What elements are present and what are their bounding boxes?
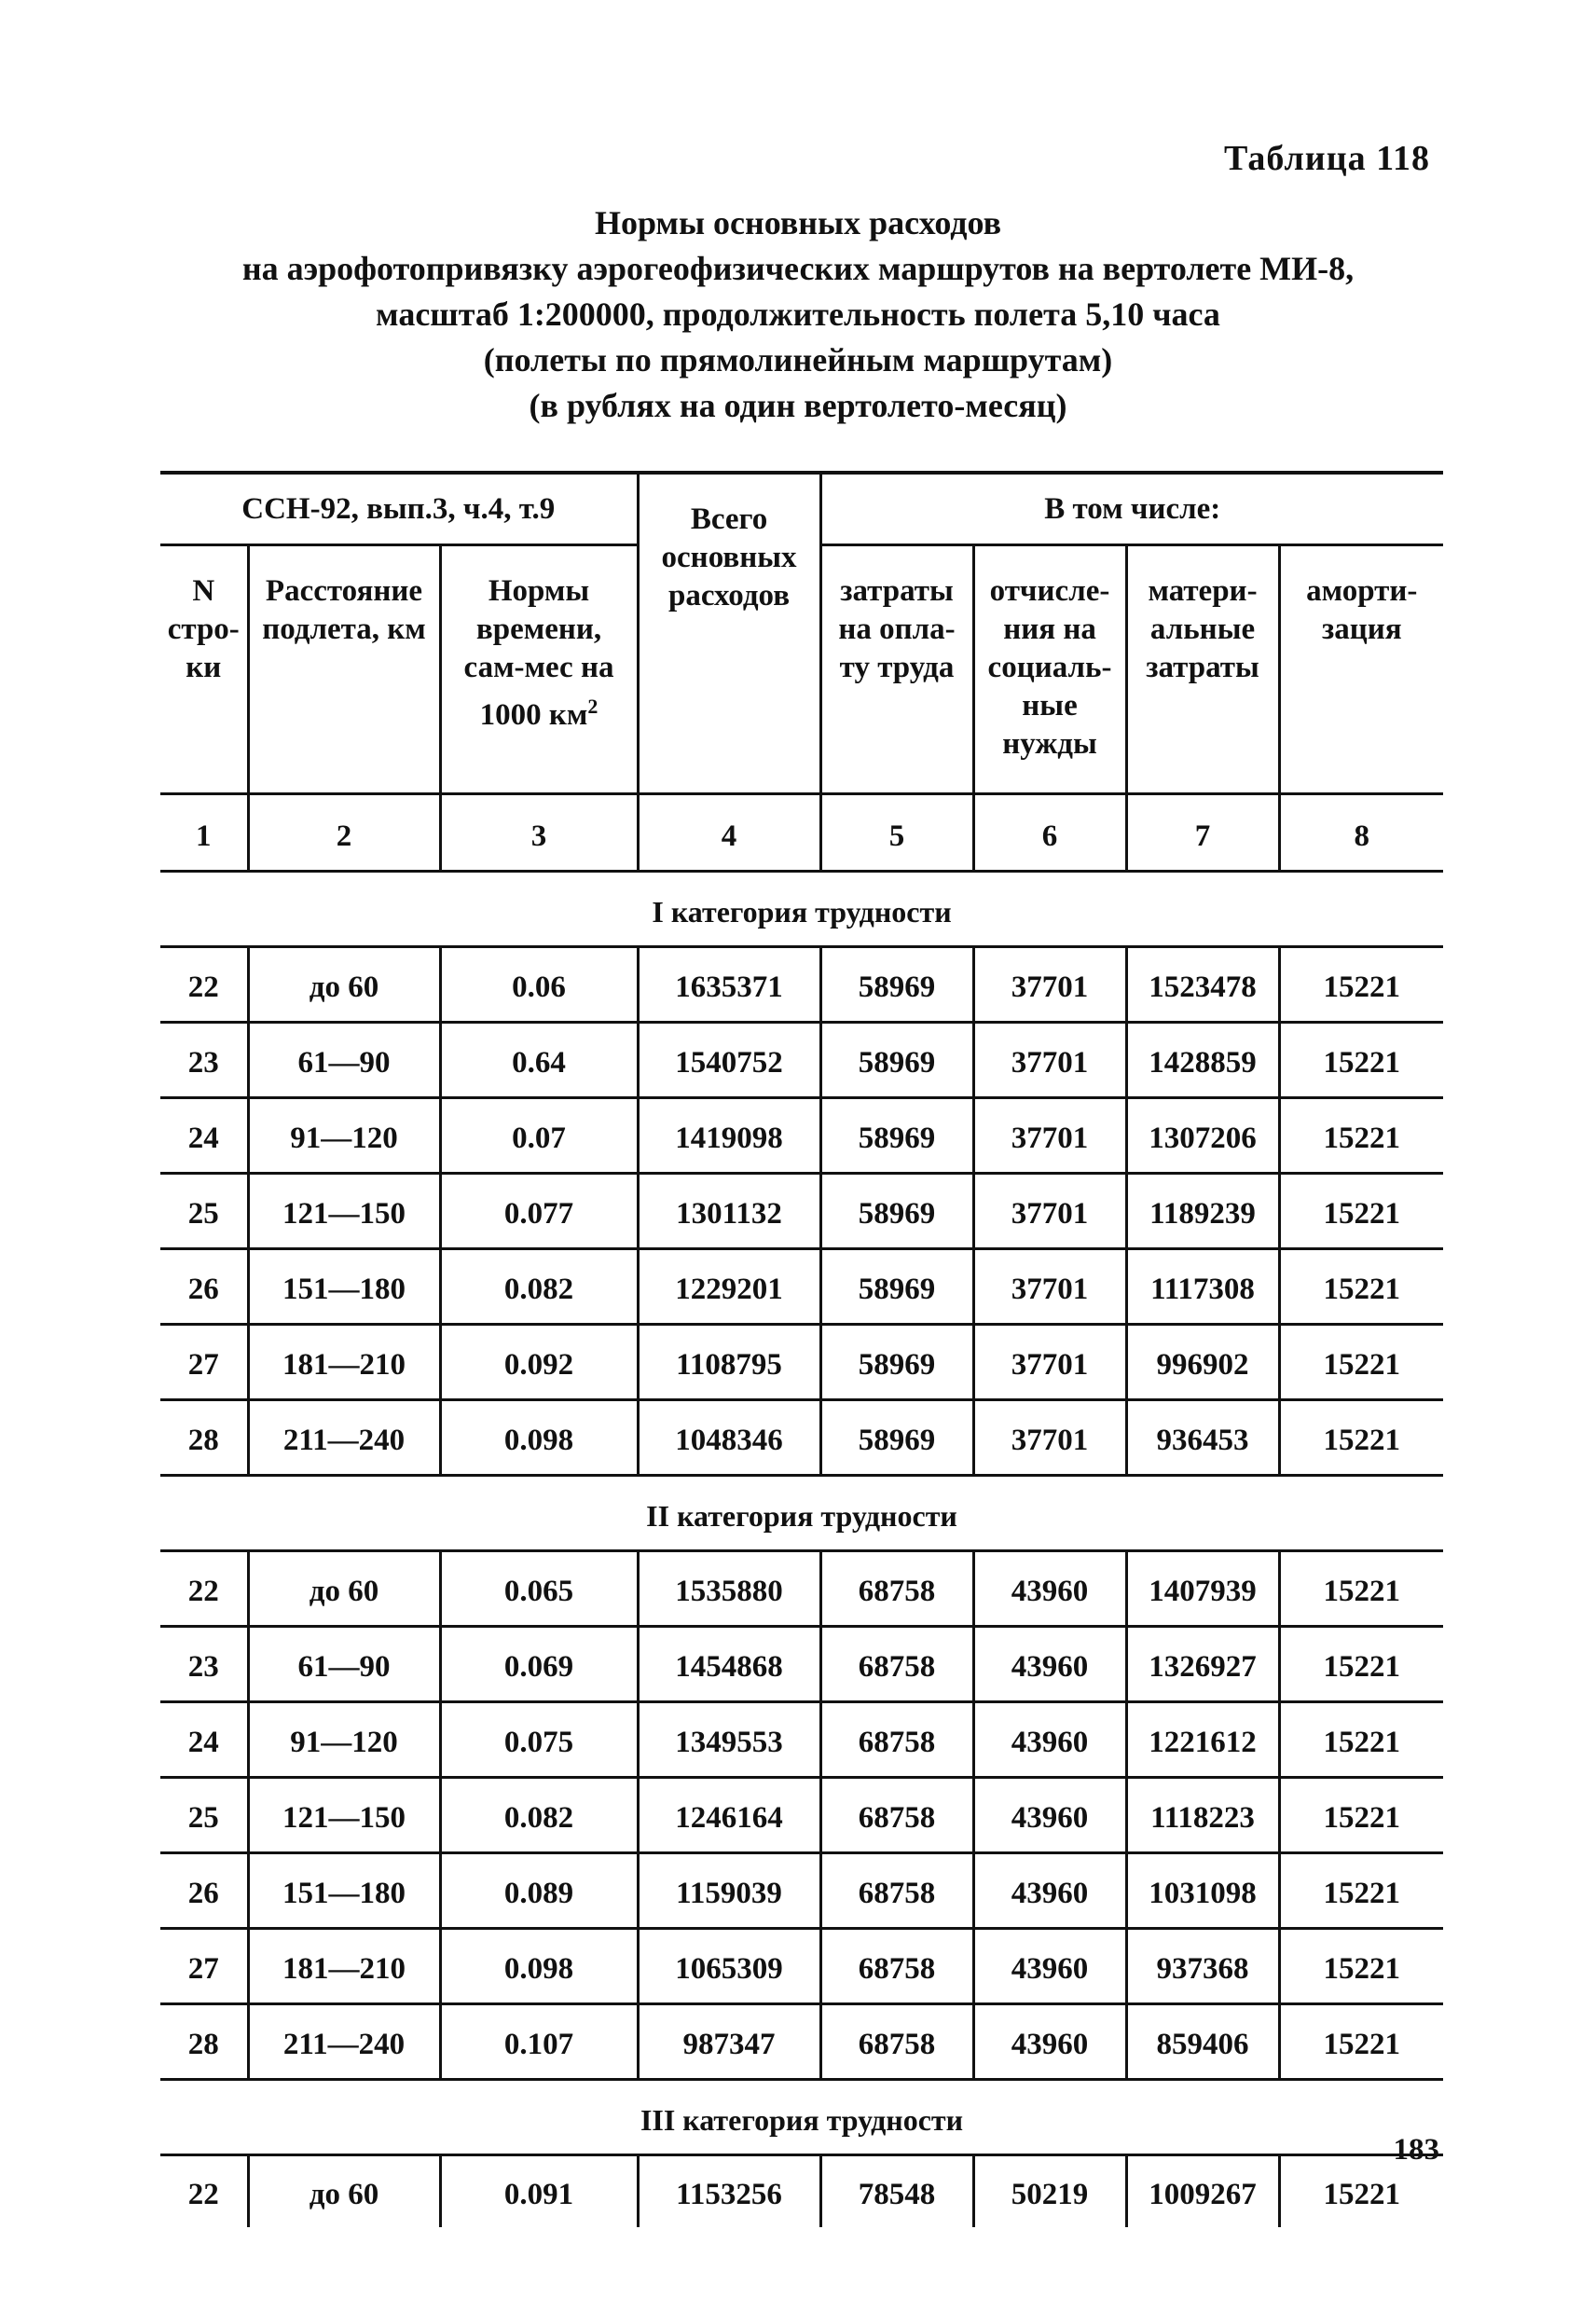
header-line: подлета, км [262, 612, 426, 646]
cell-distance: 151—180 [248, 1853, 440, 1929]
title-line: (полеты по прямолинейным маршрутам) [483, 341, 1113, 378]
header-line: времени, [475, 612, 602, 646]
cell-time-norm: 0.092 [440, 1325, 638, 1400]
cell-labor-costs: 68758 [820, 1627, 973, 1702]
cell-material-costs: 996902 [1126, 1325, 1279, 1400]
cell-distance: 181—210 [248, 1325, 440, 1400]
table-number: Таблица 118 [1224, 139, 1430, 178]
cell-material-costs: 859406 [1126, 2004, 1279, 2080]
cell-row-number: 26 [160, 1853, 248, 1929]
cell-row-number: 25 [160, 1174, 248, 1249]
cell-distance: 91—120 [248, 1702, 440, 1778]
cell-amortization: 15221 [1279, 1778, 1443, 1853]
cell-social-deductions: 43960 [973, 1702, 1126, 1778]
column-number: 7 [1126, 794, 1279, 872]
cell-amortization: 15221 [1279, 2155, 1443, 2228]
cell-material-costs: 1407939 [1126, 1551, 1279, 1627]
cell-time-norm: 0.098 [440, 1929, 638, 2004]
cell-social-deductions: 37701 [973, 947, 1126, 1023]
cell-social-deductions: 43960 [973, 1929, 1126, 2004]
header-line: затраты [840, 574, 954, 608]
cell-total-costs: 1153256 [638, 2155, 820, 2228]
header-line: зация [1321, 612, 1402, 646]
cell-material-costs: 1118223 [1126, 1778, 1279, 1853]
column-number: 2 [248, 794, 440, 872]
cell-social-deductions: 37701 [973, 1400, 1126, 1476]
cell-amortization: 15221 [1279, 1249, 1443, 1325]
column-number: 8 [1279, 794, 1443, 872]
header-line: ту труда [839, 651, 955, 684]
cell-labor-costs: 58969 [820, 1249, 973, 1325]
header-line: расходов [667, 579, 791, 612]
header-labor-costs [820, 545, 973, 794]
cell-labor-costs: 58969 [820, 1023, 973, 1098]
column-number: 6 [973, 794, 1126, 872]
cell-social-deductions: 43960 [973, 2004, 1126, 2080]
cell-time-norm: 0.065 [440, 1551, 638, 1627]
category-label: II категория трудности [160, 1476, 1443, 1551]
cell-distance: 61—90 [248, 1627, 440, 1702]
header-line: стро- [167, 612, 240, 646]
column-number: 1 [160, 794, 248, 872]
cell-material-costs: 1307206 [1126, 1098, 1279, 1174]
header-distance [248, 545, 440, 794]
cell-time-norm: 0.098 [440, 1400, 638, 1476]
table-row [160, 1853, 1443, 1929]
cell-time-norm: 0.082 [440, 1249, 638, 1325]
header-amortization [1279, 545, 1443, 794]
cell-amortization: 15221 [1279, 1023, 1443, 1098]
cell-labor-costs: 68758 [820, 1778, 973, 1853]
cell-distance: 91—120 [248, 1098, 440, 1174]
table-row [160, 2004, 1443, 2080]
cell-amortization: 15221 [1279, 1174, 1443, 1249]
cell-social-deductions: 50219 [973, 2155, 1126, 2228]
cell-labor-costs: 78548 [820, 2155, 973, 2228]
cell-total-costs: 1419098 [638, 1098, 820, 1174]
cell-labor-costs: 58969 [820, 1325, 973, 1400]
cell-time-norm: 0.091 [440, 2155, 638, 2228]
header-line: ки [186, 651, 222, 684]
cell-row-number: 27 [160, 1929, 248, 2004]
cell-social-deductions: 37701 [973, 1098, 1126, 1174]
cell-amortization: 15221 [1279, 1098, 1443, 1174]
cell-material-costs: 1031098 [1126, 1853, 1279, 1929]
header-ssn-group: ССН-92, вып.3, ч.4, т.9 [160, 473, 638, 545]
cell-amortization: 15221 [1279, 1551, 1443, 1627]
table-header [160, 473, 1443, 794]
column-number: 5 [820, 794, 973, 872]
table-title [140, 200, 1456, 429]
header-line: Нормы [488, 574, 590, 608]
cell-time-norm: 0.069 [440, 1627, 638, 1702]
cell-row-number: 24 [160, 1098, 248, 1174]
cell-total-costs: 987347 [638, 2004, 820, 2080]
cell-total-costs: 1301132 [638, 1174, 820, 1249]
table-row [160, 1929, 1443, 2004]
category-label: I категория трудности [160, 872, 1443, 947]
table-body [160, 794, 1443, 2228]
page-number: 183 [1393, 2133, 1439, 2167]
cell-amortization: 15221 [1279, 1627, 1443, 1702]
cell-labor-costs: 58969 [820, 947, 973, 1023]
cell-row-number: 27 [160, 1325, 248, 1400]
table-row [160, 1023, 1443, 1098]
header-line: затраты [1146, 651, 1259, 684]
table-row [160, 1551, 1443, 1627]
table-row [160, 947, 1443, 1023]
cell-row-number: 22 [160, 1551, 248, 1627]
cell-time-norm: 0.077 [440, 1174, 638, 1249]
cell-distance: 211—240 [248, 2004, 440, 2080]
cell-row-number: 23 [160, 1627, 248, 1702]
header-time-norms [440, 545, 638, 794]
header-line: отчисле- [989, 574, 1110, 608]
header-total [638, 473, 820, 794]
cell-material-costs: 1428859 [1126, 1023, 1279, 1098]
table-row [160, 2155, 1443, 2228]
header-line: социаль- [987, 651, 1112, 684]
header-unit-superscript: 2 [587, 695, 598, 718]
cell-amortization: 15221 [1279, 1929, 1443, 2004]
title-line: Нормы основных расходов [594, 204, 1002, 241]
header-line: Всего [690, 502, 768, 536]
table-row [160, 1400, 1443, 1476]
header-line: нужды [1002, 727, 1097, 761]
cell-distance: до 60 [248, 947, 440, 1023]
cell-total-costs: 1048346 [638, 1400, 820, 1476]
cell-total-costs: 1229201 [638, 1249, 820, 1325]
header-line [442, 687, 637, 735]
cell-total-costs: 1540752 [638, 1023, 820, 1098]
header-line: ния на [1003, 612, 1096, 646]
title-line: (в рублях на один вертолето-месяц) [529, 387, 1067, 424]
header-line: N [192, 574, 215, 608]
category-row [160, 2080, 1443, 2155]
header-line: аморти- [1306, 574, 1418, 608]
cell-time-norm: 0.64 [440, 1023, 638, 1098]
category-row [160, 1476, 1443, 1551]
cell-total-costs: 1454868 [638, 1627, 820, 1702]
cell-total-costs: 1246164 [638, 1778, 820, 1853]
cell-social-deductions: 37701 [973, 1023, 1126, 1098]
cell-labor-costs: 58969 [820, 1098, 973, 1174]
table-row [160, 1249, 1443, 1325]
category-row [160, 872, 1443, 947]
cell-distance: 121—150 [248, 1778, 440, 1853]
cell-total-costs: 1108795 [638, 1325, 820, 1400]
cell-distance: 151—180 [248, 1249, 440, 1325]
cell-material-costs: 1117308 [1126, 1249, 1279, 1325]
cell-distance: 211—240 [248, 1400, 440, 1476]
table-row [160, 1325, 1443, 1400]
cell-material-costs: 936453 [1126, 1400, 1279, 1476]
cell-row-number: 28 [160, 2004, 248, 2080]
cell-amortization: 15221 [1279, 1702, 1443, 1778]
cell-labor-costs: 68758 [820, 1853, 973, 1929]
column-number: 4 [638, 794, 820, 872]
header-row-number [160, 545, 248, 794]
cell-total-costs: 1635371 [638, 947, 820, 1023]
cell-total-costs: 1159039 [638, 1853, 820, 1929]
cell-social-deductions: 37701 [973, 1325, 1126, 1400]
column-number: 3 [440, 794, 638, 872]
header-line: сам-мес на [463, 651, 614, 684]
header-line: матери- [1148, 574, 1258, 608]
cell-material-costs: 937368 [1126, 1929, 1279, 2004]
cell-time-norm: 0.089 [440, 1853, 638, 1929]
cell-row-number: 26 [160, 1249, 248, 1325]
cell-labor-costs: 68758 [820, 1702, 973, 1778]
cell-material-costs: 1189239 [1126, 1174, 1279, 1249]
cell-total-costs: 1349553 [638, 1702, 820, 1778]
header-line: Расстояние [265, 574, 423, 608]
cell-labor-costs: 58969 [820, 1174, 973, 1249]
table-row [160, 1098, 1443, 1174]
cell-material-costs: 1221612 [1126, 1702, 1279, 1778]
cell-amortization: 15221 [1279, 1325, 1443, 1400]
header-unit: 1000 км [479, 698, 588, 732]
table-row [160, 1174, 1443, 1249]
cell-row-number: 25 [160, 1778, 248, 1853]
cell-social-deductions: 43960 [973, 1778, 1126, 1853]
table-row [160, 1778, 1443, 1853]
cell-time-norm: 0.107 [440, 2004, 638, 2080]
title-line: на аэрофотопривязку аэрогеофизических маршрутов на вертолете МИ-8, [241, 250, 1355, 287]
cell-labor-costs: 68758 [820, 1551, 973, 1627]
column-number-row [160, 794, 1443, 872]
cell-labor-costs: 68758 [820, 1929, 973, 2004]
table-row [160, 1627, 1443, 1702]
header-line: на опла- [838, 612, 956, 646]
header-including-group: В том числе: [820, 473, 1443, 545]
table-row [160, 1702, 1443, 1778]
cell-total-costs: 1065309 [638, 1929, 820, 2004]
cell-amortization: 15221 [1279, 2004, 1443, 2080]
cell-time-norm: 0.06 [440, 947, 638, 1023]
cell-row-number: 24 [160, 1702, 248, 1778]
cell-distance: до 60 [248, 2155, 440, 2228]
header-line: основных [661, 541, 797, 574]
header-social-deductions [973, 545, 1126, 794]
cell-total-costs: 1535880 [638, 1551, 820, 1627]
cell-social-deductions: 37701 [973, 1174, 1126, 1249]
cell-time-norm: 0.075 [440, 1702, 638, 1778]
cell-time-norm: 0.07 [440, 1098, 638, 1174]
cell-amortization: 15221 [1279, 947, 1443, 1023]
cell-social-deductions: 43960 [973, 1627, 1126, 1702]
header-line: ные [1022, 689, 1078, 722]
norms-table [160, 471, 1443, 2227]
category-label: III категория трудности [160, 2080, 1443, 2155]
cell-material-costs: 1523478 [1126, 947, 1279, 1023]
cell-row-number: 22 [187, 2177, 219, 2211]
cell-row-number: 23 [160, 1023, 248, 1098]
cell-social-deductions: 43960 [973, 1853, 1126, 1929]
cell-amortization: 15221 [1279, 1400, 1443, 1476]
cell-distance: 61—90 [248, 1023, 440, 1098]
header-material-costs [1126, 545, 1279, 794]
header-line: альные [1149, 612, 1256, 646]
cell-row-number: 22 [160, 947, 248, 1023]
cell-distance: до 60 [248, 1551, 440, 1627]
cell-labor-costs: 68758 [820, 2004, 973, 2080]
cell-social-deductions: 37701 [973, 1249, 1126, 1325]
cell-time-norm: 0.082 [440, 1778, 638, 1853]
cell-material-costs: 1326927 [1126, 1627, 1279, 1702]
cell-social-deductions: 43960 [973, 1551, 1126, 1627]
cell-labor-costs: 58969 [820, 1400, 973, 1476]
title-line: масштаб 1:200000, продолжительность полета 5,10 часа [376, 296, 1220, 333]
cell-amortization: 15221 [1279, 1853, 1443, 1929]
cell-material-costs: 1009267 [1126, 2155, 1279, 2228]
cell-distance: 181—210 [248, 1929, 440, 2004]
cell-row-number: 28 [160, 1400, 248, 1476]
cell-distance: 121—150 [248, 1174, 440, 1249]
